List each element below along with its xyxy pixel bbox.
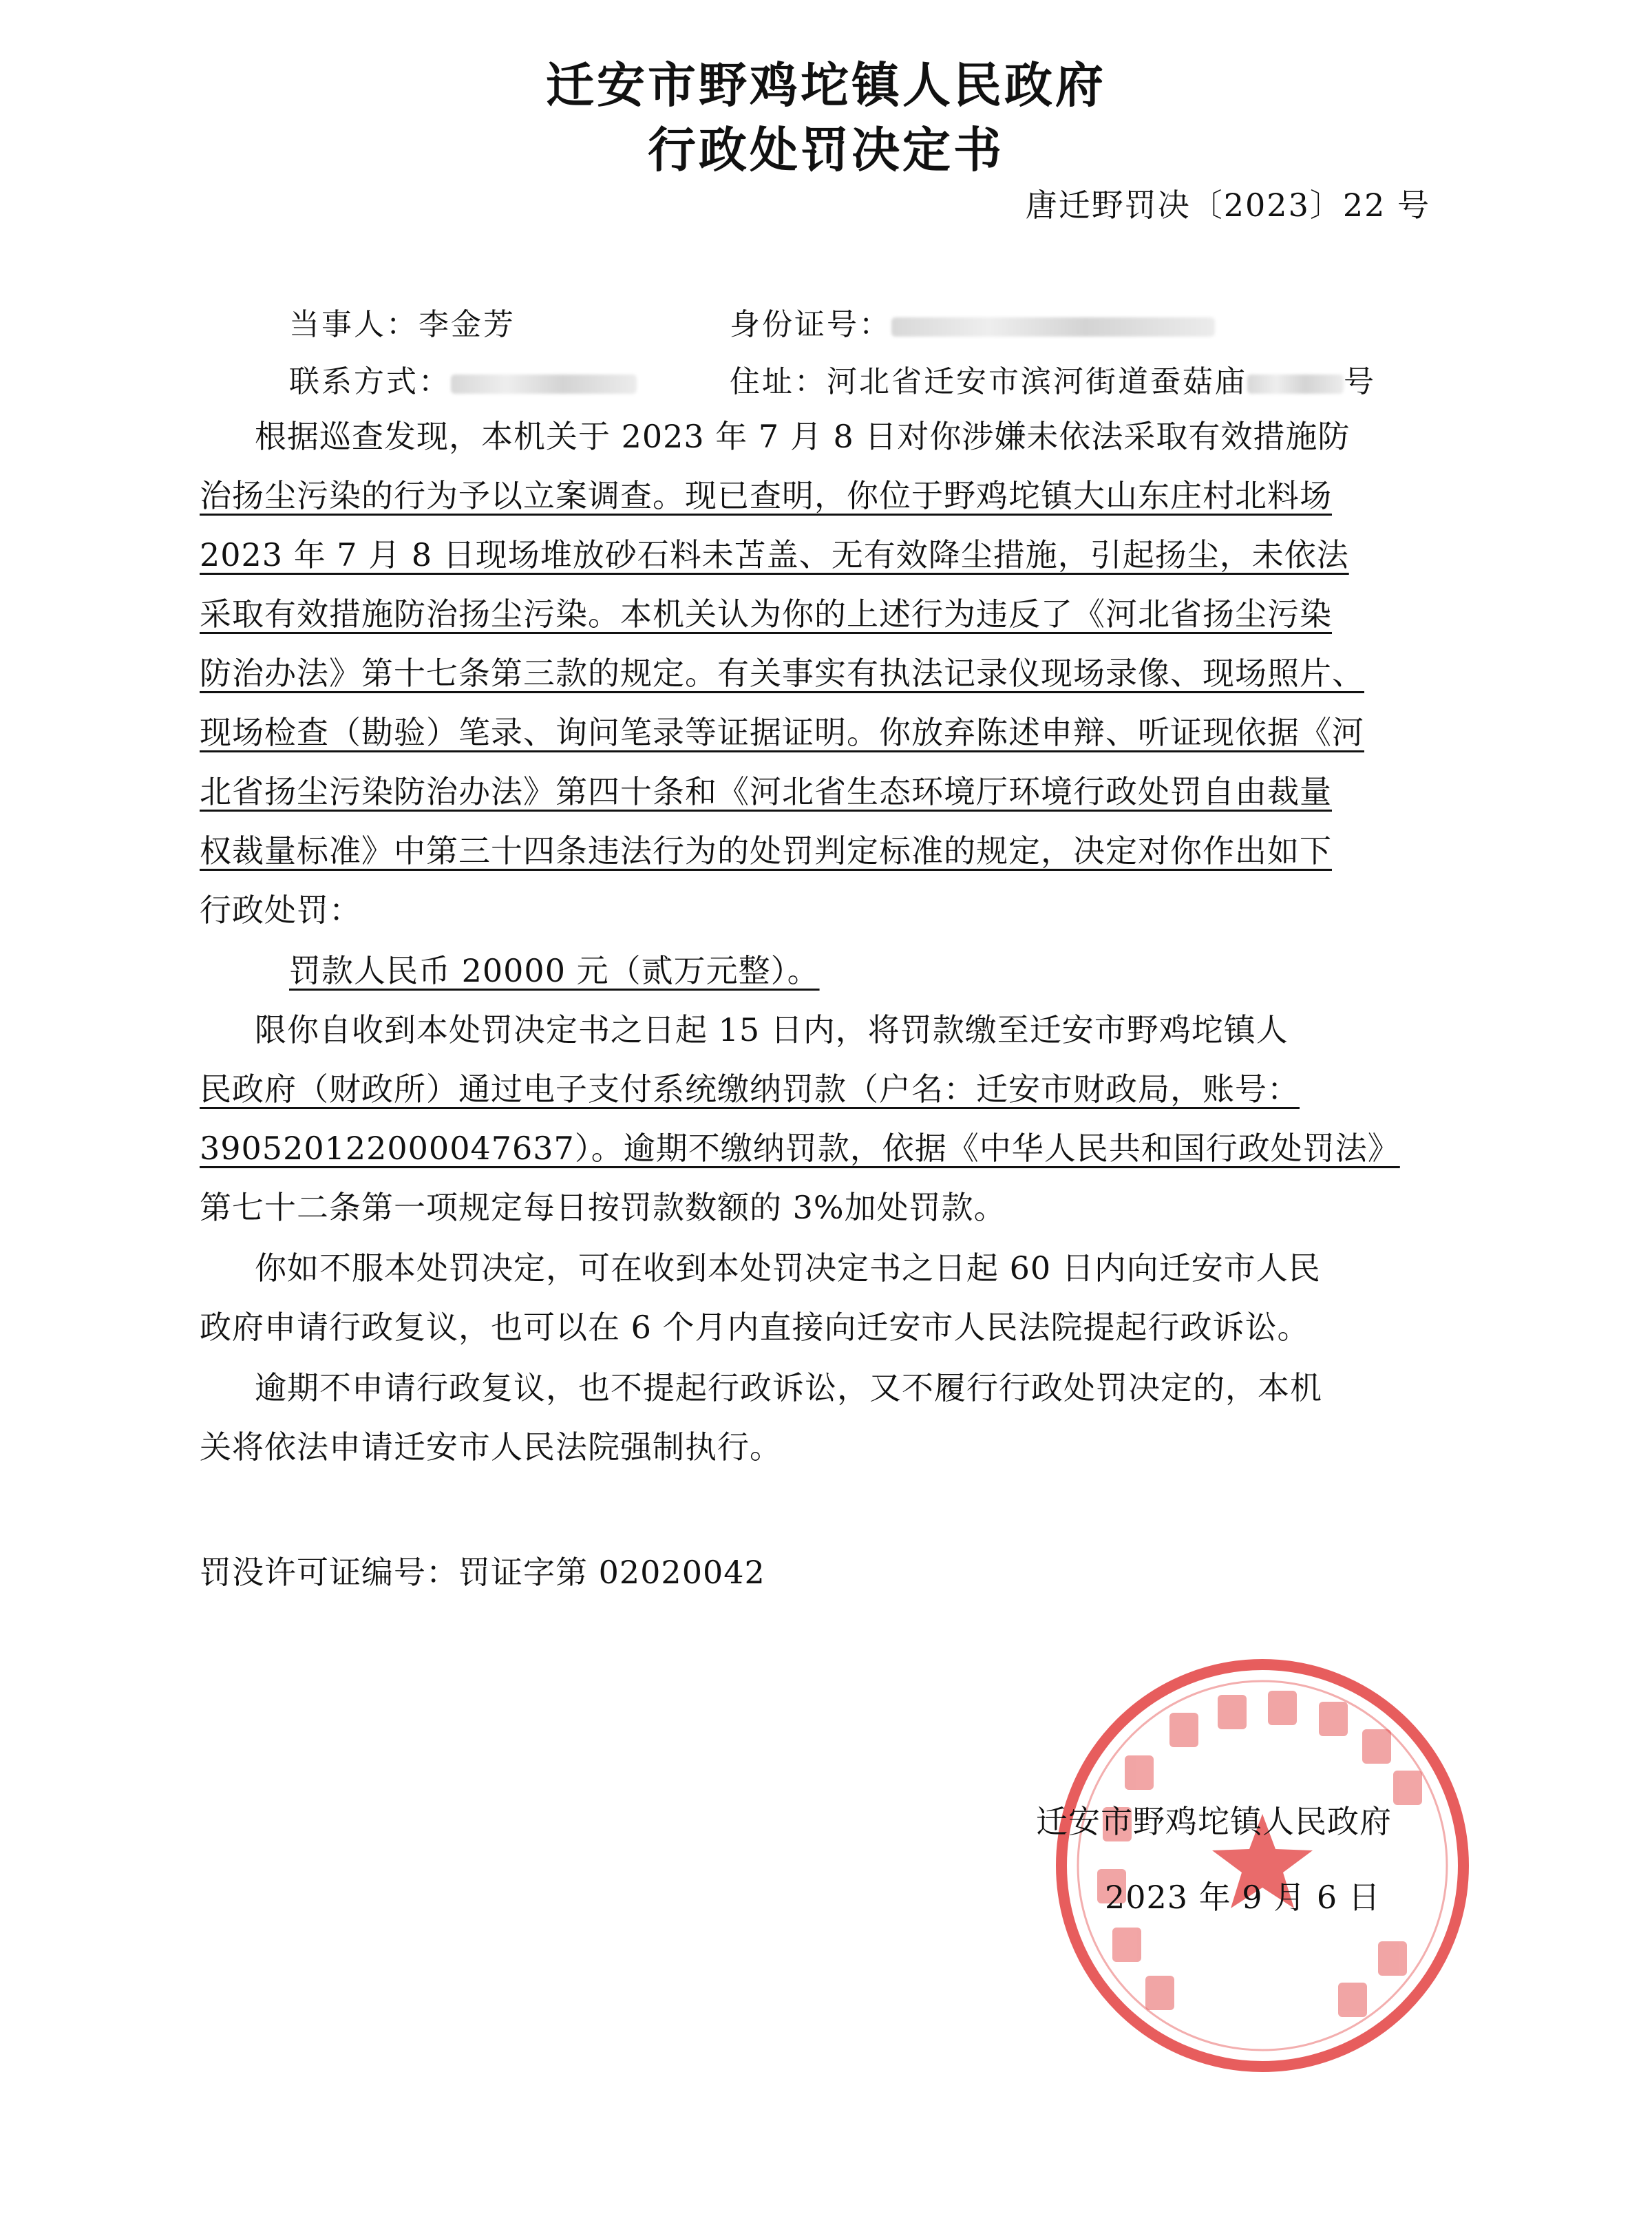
party-name: 李金芳 [419,307,516,342]
document-title-line2: 行政处罚决定书 [648,122,1004,178]
license-number: 罚没许可证编号：罚证字第 02020042 [200,1554,765,1591]
paragraph-line: 你如不服本处罚决定，可在收到本处罚决定书之日起 60 日内向迁安市人民 [255,1249,1321,1287]
party-id-row [730,299,1215,344]
signature-date: 2023 年 9 月 6 日 [1105,1879,1381,1916]
paragraph-line: 治扬尘污染的行为予以立案调查。现已查明，你位于野鸡坨镇大山东庄村北料场 [200,477,1332,514]
party-name-row [289,299,516,344]
party-address: 河北省迁安市滨河街道蚕菇庙 [827,364,1247,399]
paragraph-line: 采取有效措施防治扬尘污染。本机关认为你的上述行为违反了《河北省扬尘污染 [200,595,1332,633]
party-address-row [730,357,1376,401]
party-address-label: 住址： [730,364,827,399]
paragraph-line: 现场检查（勘验）笔录、询问笔录等证据证明。你放弃陈述申辩、听证现依据《河 [200,714,1364,751]
penalty-amount: 罚款人民币 20000 元（贰万元整）。 [289,952,820,989]
party-contact-row [289,357,637,401]
paragraph-line: 第七十二条第一项规定每日按罚款数额的 3%加处罚款。 [200,1189,1006,1226]
party-contact-label: 联系方式： [289,364,451,399]
document-title-line1: 迁安市野鸡坨镇人民政府 [546,57,1106,114]
party-id-redacted [891,317,1215,337]
party-id-label: 身份证号： [730,307,891,342]
official-seal-icon [1049,1652,1476,2079]
paragraph-line: 2023 年 7 月 8 日现场堆放砂石料未苫盖、无有效降尘措施，引起扬尘，未依法 [200,536,1349,573]
party-address-redacted [1247,374,1344,394]
paragraph-line: 根据巡查发现，本机关于 2023 年 7 月 8 日对你涉嫌未依法采取有效措施防 [255,418,1351,455]
signature-organization: 迁安市野鸡坨镇人民政府 [1036,1803,1392,1840]
party-name-label: 当事人： [289,307,419,342]
paragraph-line: 逾期不申请行政复议，也不提起行政诉讼，又不履行行政处罚决定的，本机 [255,1369,1322,1406]
paragraph-line: 行政处罚： [200,891,361,929]
party-address-suffix: 号 [1344,364,1376,399]
paragraph-line: 民政府（财政所）通过电子支付系统缴纳罚款（户名：迁安市财政局，账号： [200,1070,1300,1108]
paragraph-line: 限你自收到本处罚决定书之日起 15 日内，将罚款缴至迁安市野鸡坨镇人 [255,1011,1289,1048]
paragraph-line: 防治办法》第十七条第三款的规定。有关事实有执法记录仪现场录像、现场照片、 [200,655,1364,692]
document-number: 唐迁野罚决〔2023〕22 号 [1025,187,1430,224]
party-contact-redacted [451,374,637,394]
paragraph-line: 北省扬尘污染防治办法》第四十条和《河北省生态环境厅环境行政处罚自由裁量 [200,773,1332,810]
paragraph-line: 关将依法申请迁安市人民法院强制执行。 [200,1428,782,1466]
paragraph-line: 权裁量标准》中第三十四条违法行为的处罚判定标准的规定，决定对你作出如下 [200,832,1332,869]
paragraph-line: 政府申请行政复议，也可以在 6 个月内直接向迁安市人民法院提起行政诉讼。 [200,1309,1310,1346]
paragraph-line: 390520122000047637）。逾期不缴纳罚款，依据《中华人民共和国行政处罚法》 [200,1130,1400,1167]
